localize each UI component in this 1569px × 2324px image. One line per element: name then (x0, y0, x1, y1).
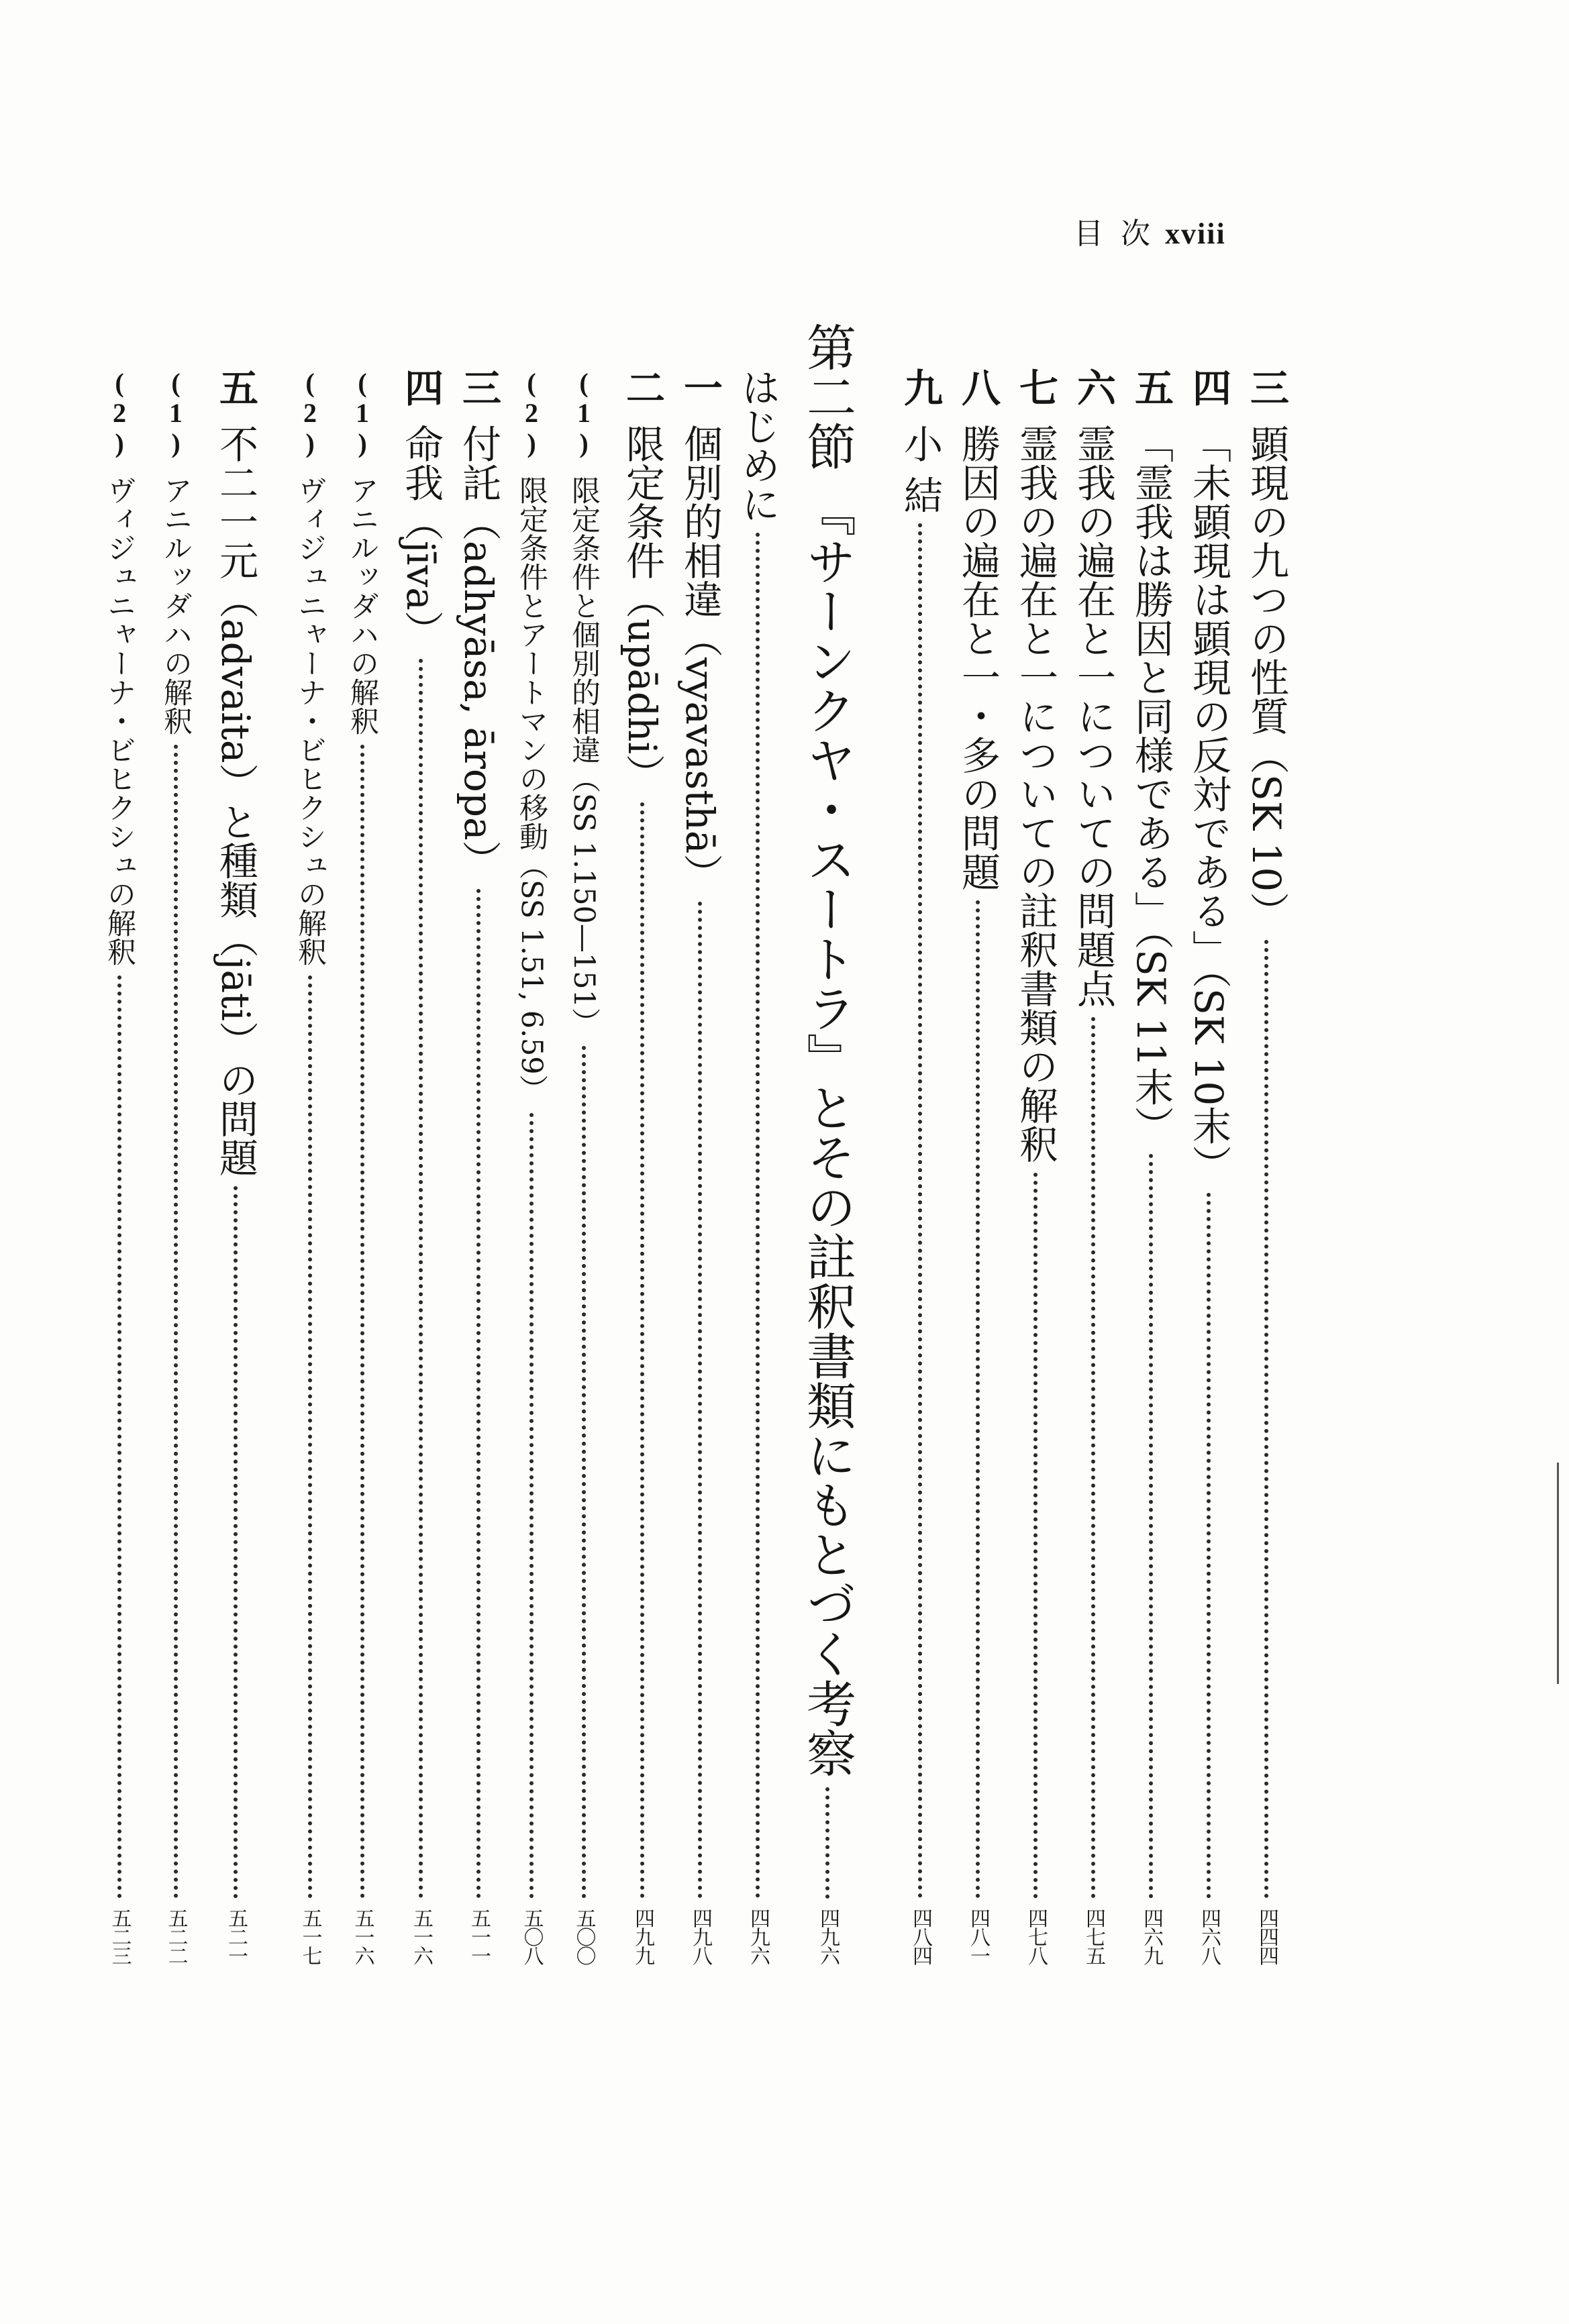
toc-entry-title: ヴィジュニャーナ・ビヒクシュの解釈 (103, 476, 136, 966)
toc-entry-number: (2) (516, 368, 547, 458)
toc-entry (456, 368, 501, 1964)
toc-entry-page: 五二一 (224, 1908, 248, 1964)
toc-entry-title: アニルッダハの解釈 (346, 476, 379, 735)
toc-entry-page: 四九六 (746, 1908, 770, 1964)
toc-entry (897, 368, 943, 1964)
toc-subentry (346, 368, 379, 1964)
toc-entry-title: 「霊我は勝因と同様である」（SK 11末） (1128, 424, 1174, 1145)
toc-leader-dots (976, 900, 980, 1899)
toc-entry-number: 三 (1244, 368, 1289, 407)
toc-leader-dots (582, 1046, 586, 1899)
toc-leader-dots (1207, 1193, 1211, 1899)
toc-entry (1013, 368, 1058, 1964)
toc-entry-number: 七 (1013, 368, 1058, 407)
toc-entry-number: 五 (213, 368, 258, 407)
toc-leader-dots (419, 659, 423, 1899)
toc-entry-number: 六 (1070, 368, 1116, 407)
toc-entry-page: 五〇八 (519, 1908, 544, 1964)
toc-entry-page: 四七八 (1024, 1908, 1048, 1964)
toc-entry-title: 霊我の遍在と一についての問題点 (1070, 424, 1116, 1008)
toc-leader-dots (1149, 1154, 1153, 1899)
toc-subentry (293, 368, 327, 1964)
toc-entry-number: 二 (619, 368, 665, 407)
toc-entry (955, 368, 1001, 1964)
toc-entry-page: 五二三 (107, 1908, 132, 1964)
toc-entry-number: 四 (398, 368, 444, 407)
toc-entry (1128, 368, 1174, 1964)
toc-entry-page: 四四四 (1255, 1908, 1278, 1964)
toc-entry-page: 四六八 (1197, 1908, 1221, 1964)
toc-entry (1070, 368, 1116, 1964)
page-edge-mark (1557, 1463, 1559, 1684)
toc-leader-dots (918, 523, 922, 1899)
toc-entry-title: アニルッダハの解釈 (159, 476, 193, 735)
toc-entry-page: 五一七 (298, 1908, 322, 1964)
toc-entry-title: 顕現の九つの性質（SK 10） (1244, 424, 1289, 931)
toc-entry-page: 四七五 (1082, 1908, 1105, 1964)
toc-entry-title: 不二一元（advaita）と種類（jāti）の問題 (213, 424, 258, 1177)
toc-leader-dots (825, 1787, 829, 1899)
toc-leader-dots (360, 745, 364, 1899)
toc-entry-number: (2) (295, 368, 325, 458)
toc-entry-title: はじめに (735, 368, 780, 523)
toc-entry-page: 五一一 (467, 1908, 491, 1964)
toc-leader-dots (1091, 1017, 1095, 1899)
toc-leader-dots (640, 802, 644, 1899)
toc-entry-number: (1) (347, 368, 378, 458)
toc-entry-number: 一 (677, 368, 723, 407)
toc-leader-dots (174, 745, 178, 1899)
toc-leader-dots (234, 1186, 238, 1899)
toc-leader-dots (308, 975, 312, 1899)
toc-leader-dots (1033, 1173, 1037, 1899)
toc-entry-page: 四九八 (689, 1908, 712, 1964)
toc-entry-title: 小 結 (897, 424, 943, 515)
toc-entry-number: 九 (897, 368, 943, 407)
toc-entry-title: 「未顕現は顕現の反対である」（SK 10末） (1186, 424, 1231, 1184)
running-head-page-number: xviii (1165, 217, 1226, 250)
toc-entry (1244, 368, 1289, 1964)
toc-entry-title: 霊我の遍在と一についての註釈書類の解釈 (1013, 424, 1058, 1163)
toc-entry-title: ヴィジュニャーナ・ビヒクシュの解釈 (293, 476, 327, 966)
toc-subentry (517, 368, 546, 1964)
toc-leader-dots (1264, 940, 1268, 1899)
toc-entry-title: 限定条件と個別的相違（SS 1.150—151） (567, 476, 601, 1037)
toc-entry (619, 368, 665, 1964)
toc-entry (213, 368, 258, 1964)
toc-entry-page: 四八一 (966, 1908, 990, 1964)
toc-leader-dots (529, 1113, 534, 1899)
toc-section-title: 第二節 『サーンクヤ・スートラ』とその註釈書類にもとづく考察 (799, 322, 856, 1778)
toc-section-heading (799, 322, 856, 1964)
running-head-label: 目 次 (1074, 217, 1154, 251)
toc-leader-dots (698, 902, 702, 1899)
toc-entry (398, 368, 444, 1964)
toc-entry-title: 付託（adhyāsa, āropa） (456, 424, 501, 880)
toc-entry (735, 368, 780, 1964)
toc-entry-number: 八 (955, 368, 1001, 407)
toc-entry (1186, 368, 1231, 1964)
toc-entry-title: 勝因の遍在と一・多の問題 (955, 424, 1001, 891)
toc-entry-title: 命我（jīva） (398, 424, 444, 649)
toc-entry-page: 五一六 (409, 1908, 433, 1964)
toc-entry-title: 限定条件とアートマンの移動（SS 1.51, 6.59） (515, 476, 548, 1104)
toc-entry-page: 四六九 (1140, 1908, 1163, 1964)
toc-entry-page: 五一六 (350, 1908, 374, 1964)
toc-entry-page: 五〇〇 (572, 1908, 596, 1964)
toc-leader-dots (117, 975, 121, 1899)
toc-subentry (105, 368, 134, 1964)
toc-entry-number: 五 (1128, 368, 1174, 407)
toc-entry-page: 四九六 (816, 1908, 840, 1964)
toc-entry (677, 368, 723, 1964)
toc-leader-dots (756, 533, 760, 1899)
toc-leader-dots (476, 889, 480, 1899)
toc-subentry (567, 368, 601, 1964)
toc-entry-number: 四 (1186, 368, 1231, 407)
toc-entry-page: 四八四 (909, 1908, 932, 1964)
toc-entry-page: 四九九 (631, 1908, 654, 1964)
toc-entry-title: 限定条件（upādhi） (619, 424, 665, 794)
toc-entry-number: (1) (160, 368, 191, 458)
toc-entry-number: 三 (456, 368, 501, 407)
toc-subentry (159, 368, 193, 1964)
toc-entry-number: (1) (568, 368, 599, 458)
toc-entry-page: 五二二 (164, 1908, 188, 1964)
toc-entry-number: (2) (104, 368, 135, 458)
toc-entry-title: 個別的相違（vyavasthā） (677, 424, 723, 893)
